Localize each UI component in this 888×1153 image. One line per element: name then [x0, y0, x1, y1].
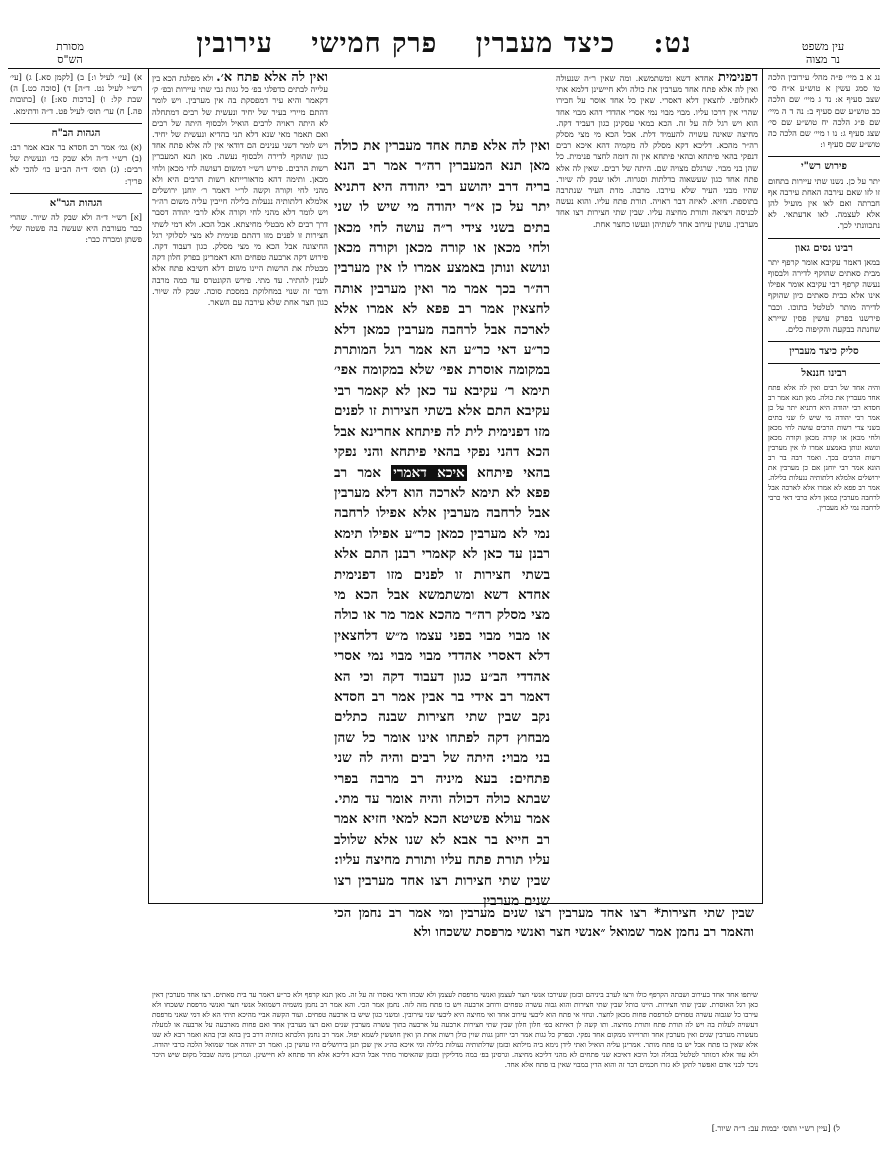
title-folio: נט:: [653, 28, 692, 59]
gemara-text-a: מאן תנא המעברין רה״ר אמר רב הנא בריה דרב יהושע רבי יהודה היא דתניא יתר על כן א״ר יהודה מי שיש לו שני בתים בשני צידי ר״ה עושה לחי מכאן ולחי מכאן או קורה מכאן וקורה מכאן ונושא ונותן באמצע אמרו לו אין מערבין רה״ר בכך אמר מר ואין מערבין אותה לחצאין אמר רב פפא לא אמרו אלא לארכה אבל לרחבה מערבין כמאן דלא כר״ע דאי כר״ע הא אמר רגל המותרת במקומה אוסרת אפי׳ שלא במקומה אפי׳ תימא ר׳ עקיבא עד כאן לא קאמר רבי עקיבא התם אלא בשתי חצירות זו לפנים מזו דפנימית לית לה פיתחא אחרינא אבל הכא דהני נפקי בהאי פיתחא והני נפקי בהאי פיתחא: [334, 158, 551, 481]
rashi-column: [556, 72, 758, 900]
page-header: [0, 6, 888, 68]
bottom-commentary: [152, 990, 758, 1118]
hagahot-bach-text: (א) גמ׳ אמר רב חסדא בר אבא אמר רב: (ב) רש״י ד״ה ולא שבק כו׳ ונעשית של רבים: (ג) תוס׳ ד״ה הב״ע כו׳ להכי לא פריך:: [10, 142, 142, 186]
gemara-text-b: אמר רב פפא לא תימא לארכה הוא דלא מערבין אבל לרחבה מערבין אלא אפילו לרחבה נמי לא מערבין כמאן כר״ע אפילו תימא רבנן עד כאן לא קאמרי רבנן התם אלא בשתי חצירות זו לפנים מזו דפנימית אחדא דשא ומשתמשא אבל הכא מי מצי מסלק רה״ר מהכא אמר מר או כולה או מבוי מבוי בפני עצמו מ״ש דלחצאין דלא דאסרי אהדדי מבוי מבוי נמי אסרי אהדדי הב״ע כגון דעבוד דקה וכי הא דאמר רב אידי בר אבין אמר רב חסדא נקב שבין שתי חצירות שבנה כתלים מבחוץ דקה לפתחו אינו אומר כל שהן בני מבוי: היתה של רבים והיה לה שני פתחים: בעא מיניה רב מרבה בפרי שבתא כולה דכולה והיה אומר עד מתי. אמר עולא פשיטא הכא למאי חזיא אמר רב חייא בר אבא לא שנו אלא שלולב עליו תורת פתח עליו ותורת מחיצה עליו: שבין שתי חצירות רצו אחד מערבין רצו שנים מערבין: [334, 464, 550, 910]
masoret-entries: א) [עי׳ לעיל ו:] ב) [לקמן סא.] ג) [עי׳ רש״י לעיל נט. ד״ה] ד) [סוכה כט.] ה) שבת קל: ו) [ברכות סא:] ז) [כתובות פה.] ח) ער׳ תוס׳ לעיל פט. ד״ה ודתימא.: [10, 72, 142, 116]
bottom-commentary-text: שיתפו אחד אחד בעירוב ושבתה הקרפף כולו ורצו לערב ביניהם ובזמן שעירבו אנשי חצר לעצמן ואנשי מרפסת לעצמן ולא שכחו ודאי נאסרו זה על זה. מאן תנא קרפף ולא כר״ע דאמר עד בית סאתים. רצו אחד מערבין דאין כאן רגל האוסרת. שבין שתי חצירות. היינו כותל שבין שתי חצירות והוא גבוה עשרה טפחים ורוחב ארבעה ויש בו פתח מזה לזה. נחמן אמר הכי. והא אמר רב נחמן משמיה דשמואל אנשי חצר ואנשי מרפסת ששכחו ולא עירבו כל שגבוה עשרה טפחים למרפסת פחות מכאן לחצר. ונחזי אי פתח הוא ליבעי עירוב אחד ואי מחיצה היא ליבעי שני עירובין. ומשני כגון שיש בו ארבעה טפחים. ועוד הקשה אביי מהיכא תיתי הא לא דמי שאני מרפסת דעשויה לעלות בה ויש לה תורת פתח ותורת מחיצה. ותו קשה לן דאיתא בפ׳ חלון חלון שבין שתי חצירות ארבעה על ארבעה בתוך עשרה מערבין שנים ואם רצו מערבין אחד ואם פחות מארבעה על ארבעה או למעלה מעשרה מערבין שנים ואין מערבין אחד ותרוייהו ממקום אחד נפקי. ובפרק כל גגות אמר רבי יוחנן גגות שוין כולן רשות אחת הן ואין חוששין לשמא יפול. אמר רב נחמן הלכתא כוותיה דרב בין בהא ובין בהא ואמר רבא לא שנו אלא שאין בו פתח אבל יש בו פתח מותר. אמרינן עליה הואיל ואתי לידן נימא ביה מילתא ובזמן שדלתותיה נעולות בלילה ומי איכא כה״ג אין שכן תנן בירושלים היו עושין כן. ואמר רב יהודה אמר שמואל הלכה כרבי יהודה. ולא עוד אלא דמותר לטלטל בכולה וכל היכא דאיכא שני פתחים לא מהני דליכא מחיצה. וגרסינן בפ׳ במה מדליקין ובזמן שהאיסור מתיר אבל היכא דליכא אלא חד פתחא לא חיישינן. וגמרינן מינה שבכל מקום שיש היכר ניכר לבני אדם ואפשר לתקן לא גזרו חכמים דבר זה והוא הדין במבוי שאין בו פתח אלא אחד.: [152, 990, 758, 1069]
left-margin-rule: [148, 68, 149, 903]
rabbenu-chananel-title: רבינו חננאל: [768, 363, 880, 379]
gemara-text: [334, 136, 551, 910]
hagahot-bach-title: הגהות הב"ח: [10, 123, 142, 139]
ein-mishpat-label-line-1: עין משפט: [801, 40, 845, 53]
rabbenu-nissim-title: רבינו נסים גאון: [768, 238, 880, 254]
rabbenu-nissim-text: במאן דאמר עקיבא אומר קרפף יתר מבית סאתים שהוקף לדירה ולבסוף נעשה קרפף רבי עקיבא אומר אפילו אינו אלא כבית סאתים כיון שהוקף לדירה מותר לטלטל בתוכו. וכבר פירשנו בפרק עושין פסין שיירא שחנתה בבקעה והקיפוה כלים.: [768, 256, 880, 335]
left-margin-column: [10, 72, 142, 432]
hagahot-gra-title: הגהות הגר"א: [10, 193, 142, 209]
title-tractate: עירובין: [196, 28, 273, 59]
right-margin-column: [768, 72, 880, 1112]
tosafot-opening-word: ואין לה אלא פתח א׳.: [216, 70, 329, 85]
ein-mishpat-label: [768, 40, 878, 66]
masoret-label-line-2: הש"ס: [57, 53, 83, 66]
tosafot-column: [152, 72, 328, 900]
gemara-text-c: שבין שתי חצירות* רצו אחד מערבין רצו שנים מערבין ומי אמר רב נחמן הכי והאמר רב נחמן אמר שמואל ״אנשי חצר ואנשי מרפסת ששכחו ולא: [334, 906, 754, 940]
hagahot-gra-text: [א] רש״י ד״ה ולא שבק לה שיור. שהרי כבר מעורבת היא שעשה בה פשטה שלי פשתן ומכרה כבר:: [10, 212, 142, 245]
title-chapter: כיצד מעברין: [475, 28, 616, 59]
ein-mishpat-entries: נג א ב מיי׳ פ״ה מהל׳ עירובין הלכה טו סמג עשין א טוש״ע א״ח סי׳ שצב סעיף א: נד ג מיי׳ שם הלכה כב טוש״ע שם סעיף ב: נה ד ה מיי׳ שם פ״ג הלכה יח טוש״ע שם סי׳ שצג סעיף ג: נו ו מיי׳ שם הלכה כה טוש״ע שם סעיף ו:: [768, 72, 880, 150]
gemara-opening: ואין לה אלא פתח אחד מעברין את כולה: [334, 138, 550, 154]
masoret-label-line-1: מסורת: [56, 40, 84, 53]
rashi-text: אחדא דשא ומשתמשא. ומה שאין ר״ה שנעולה ואין לה אלא פתח אחד מערבין את כולה ולא חיישינן דלמא אתי לאחלופי. לחצאין דלא דאסרי. שאין כל אחד אוסר על חבירו שהרי אין דרכו עליו. מבוי מבוי נמי אסרי אהדדי דהא מבוי אחד הוא ויש רגל לזה על זה. הכא במאי עסקינן כגון דעביד דקה. מחיצה שאינה עשויה להעמיד דלת. אבל הכא מי מצי מסלק רה״ר מהכא. דליכא דקא מסלק לה מקמיה דהא איכא רבים דנפקי בהאי פיתחא ובהאי פיתחא אין זה דומה לחצר פנימית. כל שהן בני מבוי. שרגלם מצויה שם. היתה של רבים. שאין לה אלא פתח אחד כגון שעשאוה בדלתות וסגרוה. ולאו שבק לה שיור. שהיו מבני העיר שלא עירבו. מרבה. מדת העיר שנתרבה בתוספת. חזיא. לאיזה דבר ראויה. תורת פתח עליו. והוא נעשה לכניסה ויציאה ותורת מחיצה עליו. שבין שתי חצירות רצו אחד מערבין. עושין עירוב אחד לשתיהן ונעשו כחצר אחת.: [556, 73, 758, 229]
rashi-box-title: פירוש רש"י: [768, 156, 880, 172]
rabbenu-chananel-text: והיה אחד של רבים ואין לה אלא פתח אחד מעברין את כולה. מאן תנא אמר רב חסדא רבי יהודה היא דתניא יתר על כן אמר רבי יהודה מי שיש לו שני בתים בשני צדי רשות הרבים עושה לחי מכאן ולחי מכאן או קורה מכאן וקורה מכאן ונושא ונותן באמצע אמרו לו אין מערבין רשות הרבים בכך. ואמר רבה בר רב הונא אמר רבי יוחנן אם כן מערבין את ירושלים אלמלא דלתותיה ננעלות בלילה. אמר רב פפא לא אמרו אלא לארכה אבל לרחבה מערבין כמאן דלא כרבי דאי כרבי לרחבה נמי לא מעברין.: [768, 382, 880, 512]
right-margin-rule: [762, 68, 763, 903]
gemara-highlight: איכא דאמרי: [393, 464, 465, 481]
header-rule: [8, 68, 880, 69]
gemara-continuation: [334, 904, 754, 986]
footnote: ל) [עיין רש״י ותוס׳ יבמות עב: ד״ה שיור.]: [711, 1124, 840, 1133]
page-title: [0, 28, 888, 59]
tosafot-text: ולא מפלגת הכא בין עלייה לבתים כדפלגי בפ׳ כל גגות גבי שתי עיירות ובפ׳ ק׳ דקאמר והיא עיר דמפסקת בה אין מערבין. ויש לומר דהתם מיירי בעיר של יחיד ונעשית של רבים דמתחלה לא היתה ראויה לרבים הואיל ולבסוף היתה של רבים ואם תאמר מאי שנא דלא תני בהדיא ונעשית של יחיד. ויש לומר דשני ענינים הם דודאי אין לה אלא פתח אחד כגון שהוקף לדירה ולבסוף נעשה. מאן תנא המעברין רשות הרבים. פירש רש״י דמשום דעושה לחי מכאן ולחי מכאן. ותימה דהא מדאורייתא רשות הרבים היא ולא מהני לחי וקורה וקשה לר״י דאמר ר׳ יוחנן ירושלים אלמלא דלתותיה ננעלות בלילה חייבין עליה משום רה״ר ויש לומר דלא מהני לחי וקורה אלא לרבי יהודה דסבר דרך רבים לא מבטלי מחיצתא. אבל הכא. ולא דמי לשתי חצירות זו לפנים מזו דהתם פנימית לא מצי לסלוקי רגל החיצונה אבל הכא מי מצי מסלק. כגון דעבוד דקה. פירוש דקה ארבעה טפחים והא דאמרינן בפרק חלון דקה מבטלת את הרשות היינו משום דלא חשיבא פתח אלא לענין להתיר. עד מתי. פירש הקונטרס עד כמה מרבה ודבר זה שנוי במחלוקת במסכת סוכה. שבק לה שיור. כגון חצר אחת שלא עירבה עם השאר.: [152, 73, 328, 308]
rashi-box-text: יתר על כן. נשנו שתי עיירות בתחום זו לזו שאם עירבה האחת עירבה אף חברתה ואם לאו אין מועיל להן אלא לעצמה. לאו אדעתאי. לא נתכוונתי לכך.: [768, 175, 880, 231]
ein-mishpat-label-line-2: נר מצוה: [806, 53, 840, 66]
title-perek: פרק חמישי: [311, 28, 438, 59]
siyum-line: סליק כיצד מעברין: [768, 341, 880, 357]
rashi-opening-word: דפנימית: [718, 70, 759, 85]
